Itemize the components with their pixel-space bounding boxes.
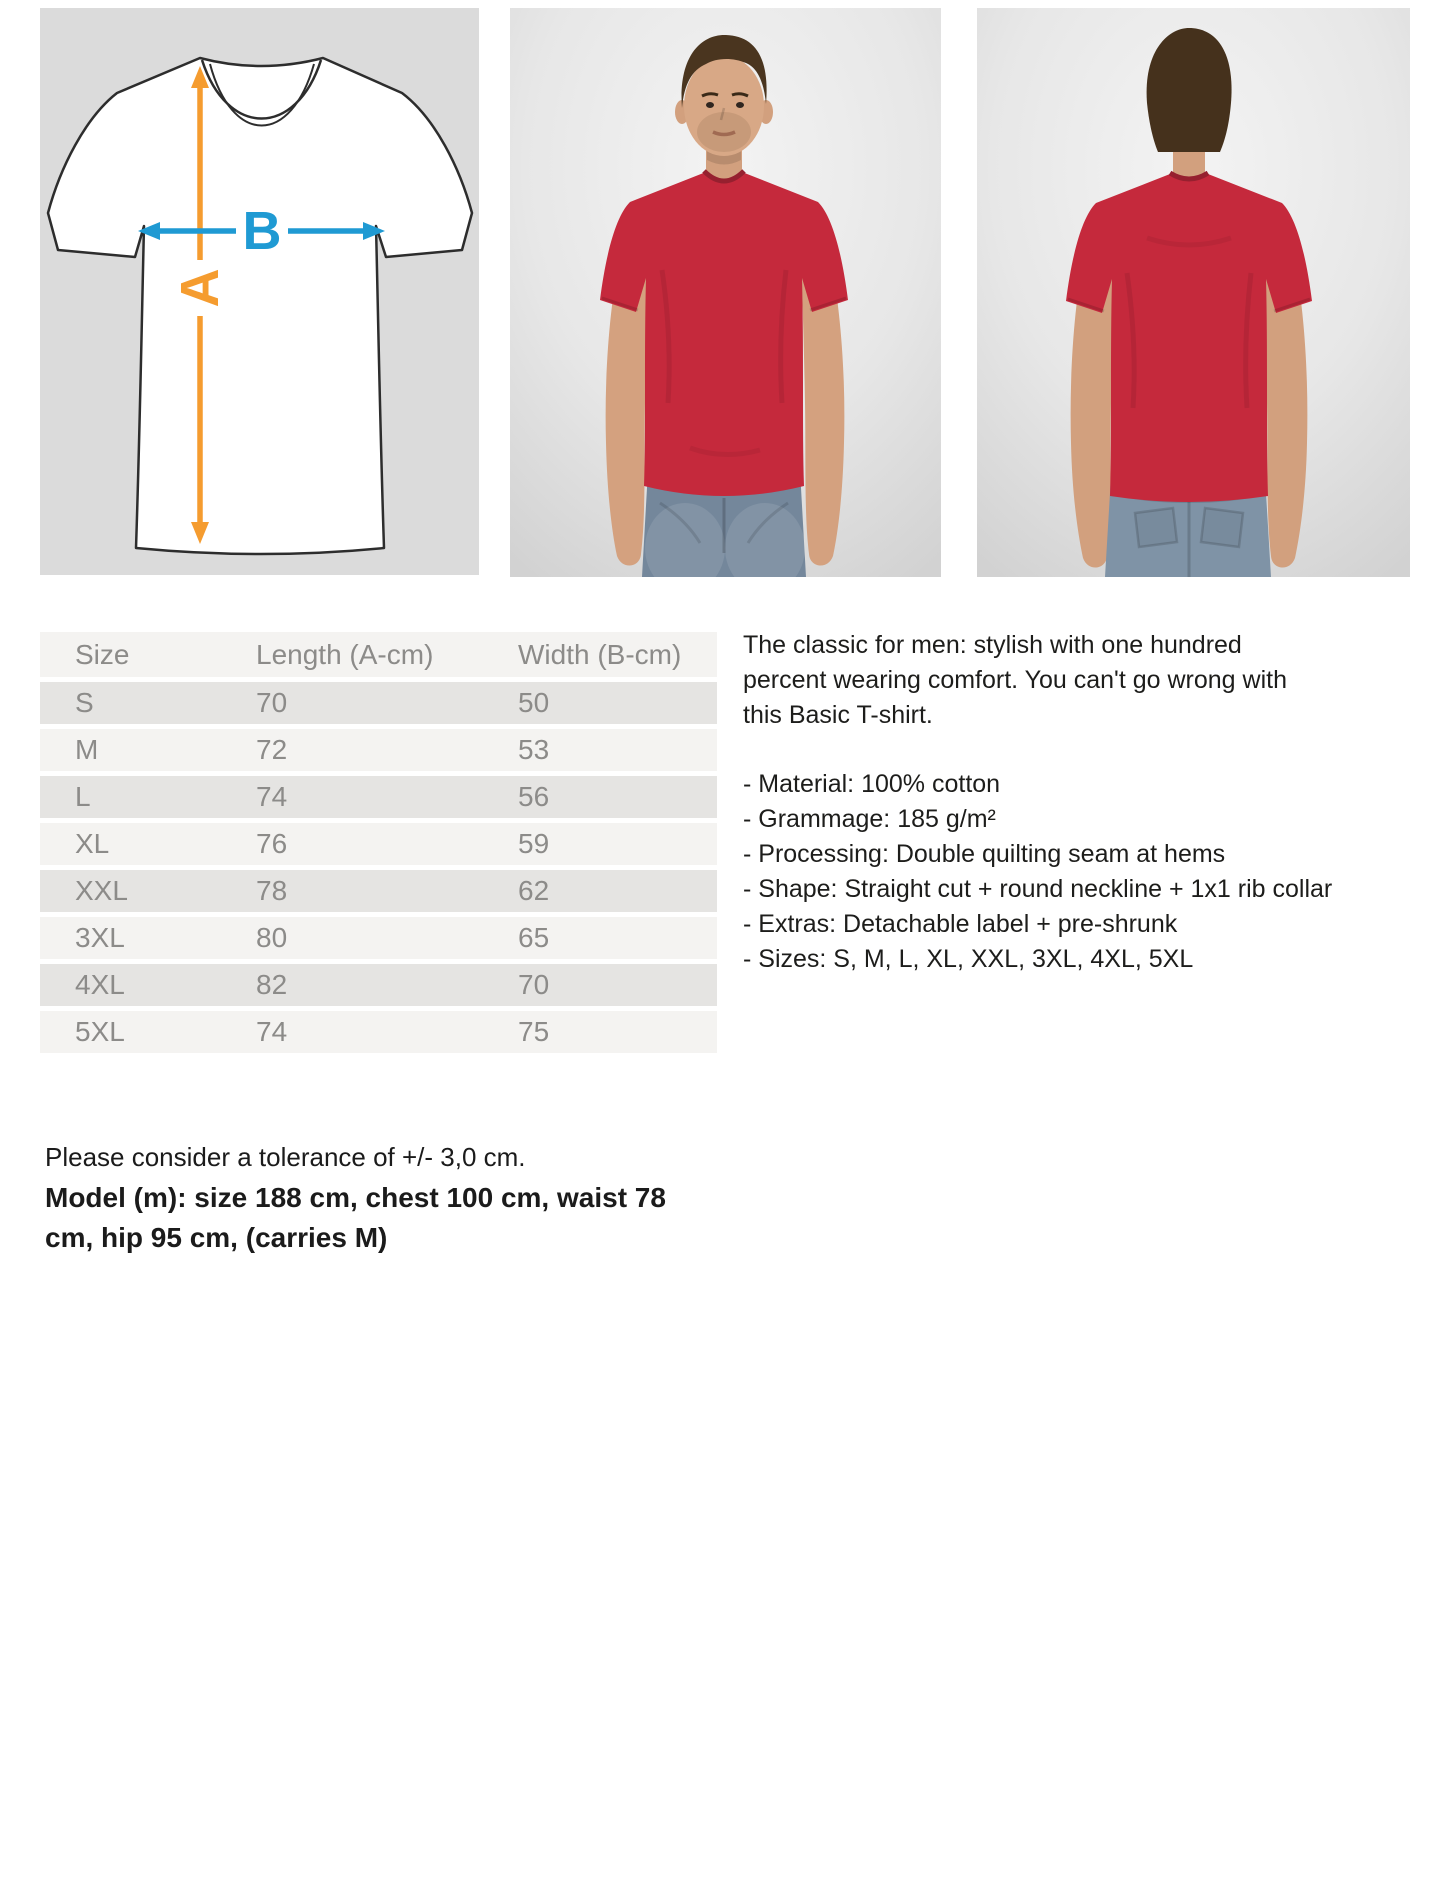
length-cell: 74 bbox=[256, 781, 288, 812]
product-description bbox=[743, 628, 1443, 977]
width-cell: 62 bbox=[518, 875, 550, 906]
tolerance-note: Please consider a tolerance of +/- 3,0 cm. bbox=[45, 1142, 526, 1172]
table-row bbox=[40, 823, 717, 865]
col-header-width: Width (B-cm) bbox=[518, 639, 682, 670]
size-cell: M bbox=[75, 734, 99, 765]
description-bullet-sizes: - Sizes: S, M, L, XL, XXL, 3XL, 4XL, 5XL bbox=[743, 945, 1194, 973]
table-row bbox=[40, 682, 717, 724]
model-front-illustration bbox=[510, 8, 941, 577]
length-label: A bbox=[170, 268, 230, 308]
tshirt-measurement-diagram bbox=[40, 8, 479, 575]
model-back-illustration bbox=[977, 8, 1410, 577]
table-row bbox=[40, 917, 717, 959]
width-cell: 65 bbox=[518, 922, 550, 953]
table-row bbox=[40, 729, 717, 771]
size-cell: L bbox=[75, 781, 91, 812]
size-cell: 5XL bbox=[75, 1016, 125, 1047]
footnote bbox=[45, 1140, 765, 1258]
width-cell: 59 bbox=[518, 828, 550, 859]
description-bullet-extras: - Extras: Detachable label + pre-shrunk bbox=[743, 910, 1178, 938]
table-row bbox=[40, 776, 717, 818]
description-spacer bbox=[743, 733, 1443, 767]
model-measurements-line: cm, hip 95 cm, (carries M) bbox=[45, 1222, 388, 1253]
width-cell: 75 bbox=[518, 1016, 550, 1047]
col-header-size: Size bbox=[75, 639, 130, 670]
description-bullet-grammage: - Grammage: 185 g/m² bbox=[743, 805, 996, 833]
description-bullet-material: - Material: 100% cotton bbox=[743, 770, 1001, 798]
size-cell: 3XL bbox=[75, 922, 125, 953]
length-cell: 76 bbox=[256, 828, 288, 859]
length-cell: 82 bbox=[256, 969, 288, 1000]
model-front-photo bbox=[510, 8, 941, 577]
length-cell: 78 bbox=[256, 875, 288, 906]
width-cell: 53 bbox=[518, 734, 550, 765]
length-cell: 80 bbox=[256, 922, 288, 953]
model-measurements-line: Model (m): size 188 cm, chest 100 cm, waist 78 bbox=[45, 1182, 666, 1213]
tshirt-diagram-illustration bbox=[40, 8, 479, 575]
model-measurements bbox=[45, 1178, 765, 1258]
table-row bbox=[40, 1011, 717, 1053]
table-row bbox=[40, 964, 717, 1006]
table-row bbox=[40, 870, 717, 912]
width-cell: 70 bbox=[518, 969, 550, 1000]
back-hair bbox=[1147, 28, 1232, 152]
tshirt-outline bbox=[48, 58, 472, 554]
description-paragraph-line: The classic for men: stylish with one hundred bbox=[743, 631, 1242, 659]
size-table bbox=[40, 632, 717, 1058]
size-cell: S bbox=[75, 687, 94, 718]
length-cell: 74 bbox=[256, 1016, 288, 1047]
length-cell: 72 bbox=[256, 734, 288, 765]
size-cell: XXL bbox=[75, 875, 128, 906]
width-cell: 56 bbox=[518, 781, 550, 812]
model-back-photo bbox=[977, 8, 1410, 577]
description-bullet-shape: - Shape: Straight cut + round neckline + 1x1 rib collar bbox=[743, 875, 1333, 903]
size-cell: 4XL bbox=[75, 969, 125, 1000]
description-paragraph-line: percent wearing comfort. You can't go wrong with bbox=[743, 666, 1287, 694]
size-table-header-row bbox=[40, 632, 717, 677]
size-cell: XL bbox=[75, 828, 110, 859]
width-label: B bbox=[242, 201, 282, 261]
description-paragraph-line: this Basic T-shirt. bbox=[743, 701, 933, 729]
width-cell: 50 bbox=[518, 687, 550, 718]
description-bullet-processing: - Processing: Double quilting seam at hems bbox=[743, 840, 1226, 868]
col-header-length: Length (A-cm) bbox=[256, 639, 434, 670]
length-cell: 70 bbox=[256, 687, 288, 718]
